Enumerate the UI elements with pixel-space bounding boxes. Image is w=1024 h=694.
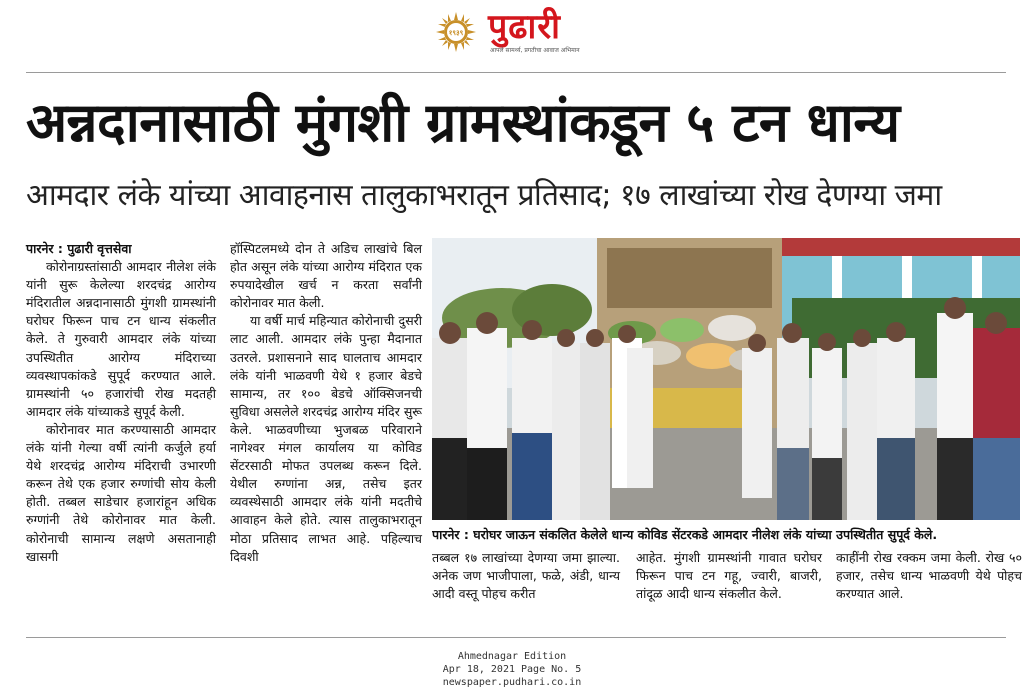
paragraph: कोरोनाग्रस्तांसाठी आमदार नीलेश लंके यांनी सुरू केलेल्या शरदचंद्र आरोग्य मंदिरातील अन्नदानासाठी मुंगशी ग्रामस्थांनी घरोघर फिरून पाच टन धान्य संकलीत केले. ते गुरुवारी आमदार लंके यांच्या उपस्थितीत आरोग्य मंदिराच्या व्यवस्थापकांकडे सुपूर्द करण्यात आले. ग्रामस्थांनी ५० हजारांची रोख मदतही आमदार लंके यांच्याकडे सुपूर्द केली. (26, 259, 216, 419)
sun-emblem-icon (436, 12, 476, 52)
photo-caption: पारनेर : घरोघर जाऊन संकलित केलेले धान्य कोविड सेंटरकडे आमदार नीलेश लंके यांच्या उपस्थितीत सुपूर्द केले. (432, 527, 938, 542)
paragraph: काहींनी रोख रक्कम जमा केली. रोख ५० हजार, तसेच धान्य भाळवणी येथे पोहच करण्यात आले. (836, 550, 1022, 602)
paragraph: कोरोनावर मात करण्यासाठी आमदार लंके यांनी गेल्या वर्षी त्यांनी कर्जुले हर्या येथे शरदचंद्र आरोग्य मंदिराची उभारणी करून तेथे एक हजार रुग्णांची सोय केली होती. तब्बल साडेचार हजारांहून अधिक रुग्णांनी तेथे कोरोनावर मात केली. कोरोनाची सामान्य लक्षणे असतानाही खासगी (26, 421, 216, 564)
article-column-5 (836, 549, 1022, 603)
article-column-2 (230, 240, 422, 566)
footer (0, 650, 1024, 689)
website-url: newspaper.pudhari.co.in (442, 677, 582, 688)
article-column-1 (26, 240, 216, 566)
headline: अन्नदानासाठी मुंगशी ग्रामस्थांकडून ५ टन धान्य (26, 91, 900, 154)
paragraph: तब्बल १७ लाखांच्या देणग्या जमा झाल्या. अनेक जण भाजीपाला, फळे, अंडी, धान्य आदी वस्तू पोहच करीत (432, 550, 620, 602)
subheadline: आमदार लंके यांच्या आवाहनास तालुकाभरातून प्रतिसाद; १७ लाखांच्या रोख देणग्या जमा (26, 178, 942, 213)
edition-name: Ahmednagar Edition (457, 651, 567, 662)
article-column-3 (432, 549, 620, 603)
news-photo (432, 238, 1020, 520)
top-divider (26, 72, 1006, 73)
date-page: Apr 18, 2021 Page No. 5 (442, 664, 582, 675)
emblem-text: १९३९ (448, 29, 464, 37)
paragraph: आहेत. मुंगशी ग्रामस्थांनी गावात घरोघर फिरून पाच टन गहू, ज्वारी, बाजरी, तांदूळ आदी धान्य संकलीत केले. (636, 550, 822, 602)
tagline: आपले सामर्थ्य, प्रगतीचा आवाज अभिमान (490, 47, 580, 54)
paragraph: या वर्षी मार्च महिन्यात कोरोनाची दुसरी लाट आली. आमदार लंके पुन्हा मैदानात उतरले. प्रशासनाने साद घालताच आमदार लंके यांनी भाळवणी येथे १ हजार बेडचे सामान्य, तर १०० बेडचे ऑक्सिजनची सुविधा असलेले शरदचंद्र आरोग्य मंदिर सुरू केले. भाळवणीच्या भुजबळ परिवाराने नागेश्वर मंगल कार्यालय या कोविड सेंटरसाठी मोफत उपलब्ध करून दिले. येथील रुग्णांना अन्न, तसेच इतर व्यवस्थेसाठी आमदार लंके यांनी मदतीचे आवाहन केले होते. त्यास तालुकाभरातून मोठा प्रतिसाद लाभत आहे. पहिल्याच दिवशी (230, 313, 422, 564)
article-column-4 (636, 549, 822, 603)
masthead (0, 8, 1024, 60)
dateline: पारनेर : पुढारी वृत्तसेवा (26, 241, 132, 256)
bottom-divider (26, 637, 1006, 638)
paragraph: हॉस्पिटलमध्ये दोन ते अडिच लाखांचे बिल होत असून लंके यांच्या आरोग्य मंदिरात एक रुपयादेखील खर्च न करता सर्वांनी कोरोनावर मात केली. (230, 241, 422, 311)
newspaper-logo: पुढारी (488, 7, 561, 47)
